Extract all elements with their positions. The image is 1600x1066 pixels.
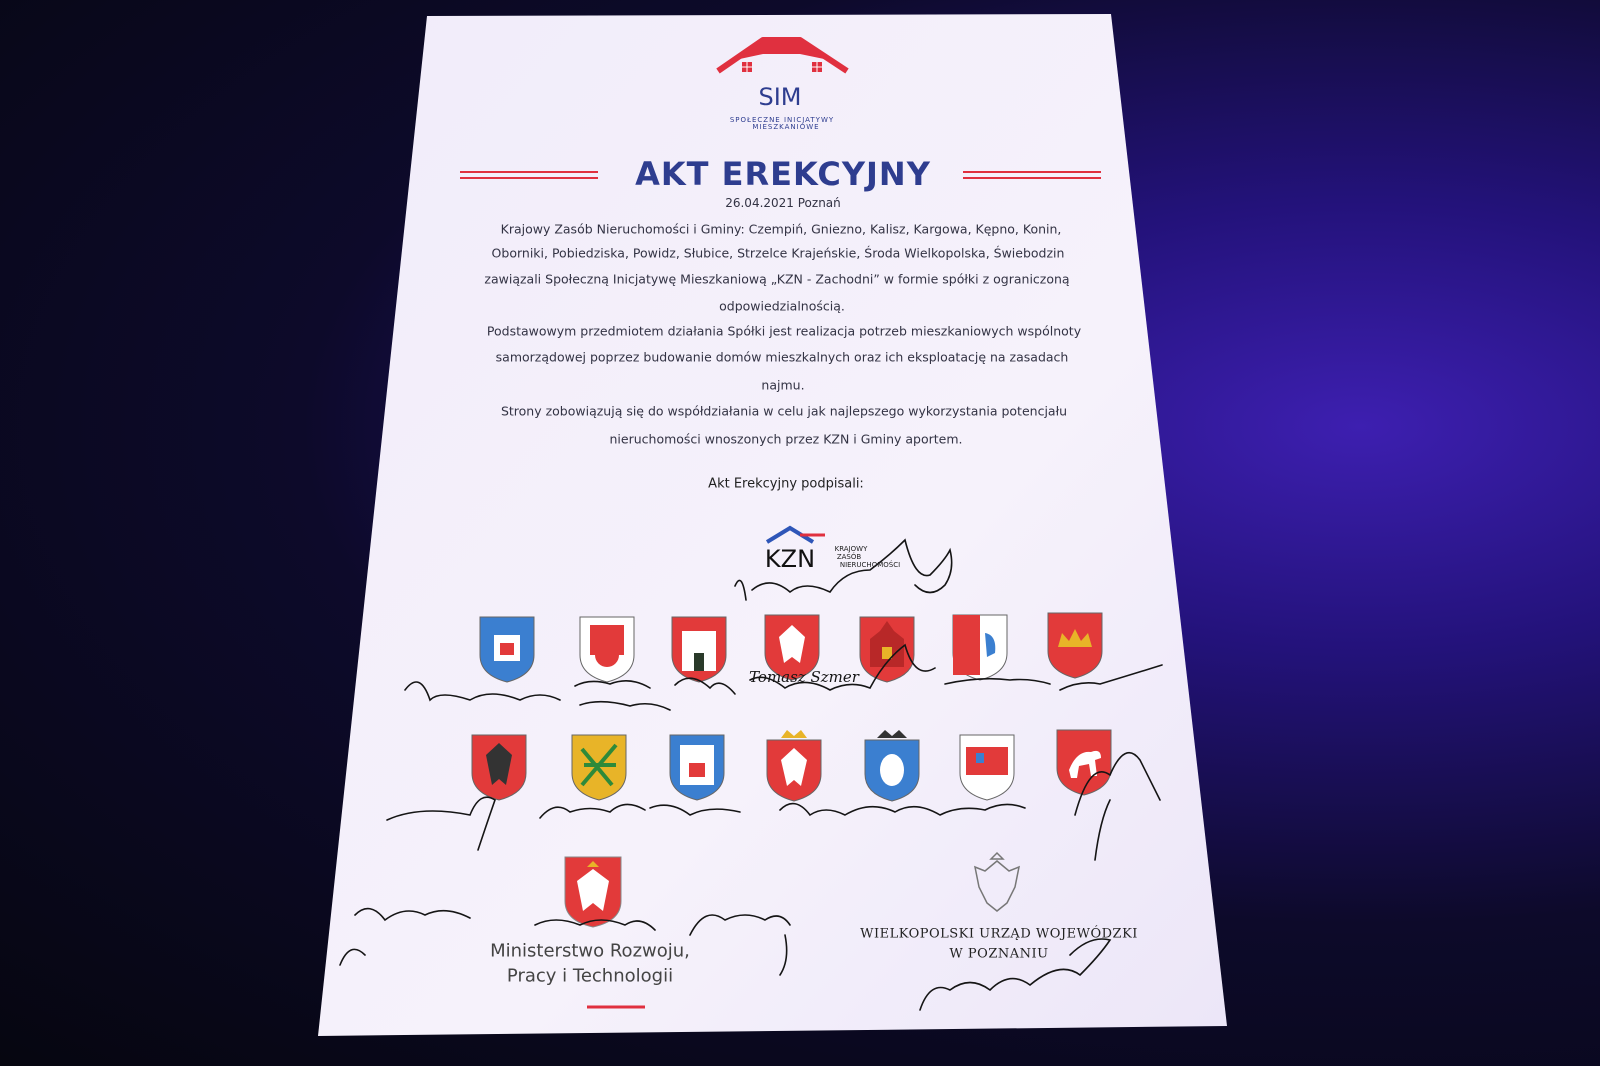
body-line-4: odpowiedzialnością.: [719, 298, 845, 314]
body-line-1: Krajowy Zasób Nieruchomości i Gminy: Czempiń, Gniezno, Kalisz, Kargowa, Kępno, Konin,: [500, 221, 1062, 237]
voivode-office-line-1: WIELKOPOLSKI URZĄD WOJEWÓDZKI: [860, 926, 1138, 942]
body-line-2: Oborniki, Pobiedziska, Powidz, Słubice, Strzelce Krajeńskie, Środa Wielkopolska, Świebodzin: [491, 245, 1065, 261]
coat-of-arms-icon: [480, 617, 534, 682]
kzn-logo-sub-1: KRAJOWY: [834, 545, 868, 553]
coat-of-arms-icon: [960, 735, 1014, 800]
document-title: AKT EREKCYJNY: [635, 155, 931, 193]
body-line-8: Strony zobowiązują się do współdziałania w celu jak najlepszego wykorzystania potencjału: [500, 403, 1068, 419]
coat-of-arms-icon: [865, 730, 919, 801]
voivode-office-line-2: W POZNANIU: [949, 946, 1049, 962]
coat-of-arms-icon: [580, 617, 634, 682]
coat-of-arms-icon: [953, 615, 1007, 680]
ministry-name-line-1: Ministerstwo Rozwoju,: [490, 940, 690, 962]
coat-of-arms-icon: [1048, 613, 1102, 678]
kzn-logo-sub-2: ZASÓB: [836, 553, 862, 561]
body-line-5: Podstawowym przedmiotem działania Spółki jest realizacja potrzeb mieszkaniowych wspólnoty: [486, 323, 1082, 339]
body-line-6: samorządowej poprzez budowanie domów mieszkalnych oraz ich eksploatację na zasadach: [495, 349, 1069, 365]
body-line-9: nieruchomości wnoszonych przez KZN i Gminy aportem.: [609, 431, 963, 447]
sim-tagline-1: SPOŁECZNE INICJATYWY: [729, 116, 835, 124]
sim-tagline-2: MIESZKANIOWE: [752, 123, 820, 131]
coat-of-arms-icon: [572, 735, 626, 800]
body-line-3: zawiązali Społeczną Inicjatywę Mieszkaniową „KZN - Zachodni” w formie spółki z ograniczoną: [484, 271, 1070, 287]
coat-of-arms-icon: [672, 617, 726, 682]
signed-by-label: Akt Erekcyjny podpisali:: [708, 476, 864, 492]
coat-of-arms-icon: [670, 735, 724, 800]
sim-brand-text: SIM: [758, 83, 802, 111]
coat-of-arms-icon: [767, 730, 821, 801]
body-line-7: najmu.: [761, 377, 805, 393]
kzn-logo-text: KZN: [764, 545, 816, 573]
coat-of-arms-icon: [1057, 730, 1111, 795]
document-date-place: 26.04.2021 Poznań: [725, 196, 841, 210]
coat-of-arms-icon: [472, 735, 526, 800]
ministry-name-line-2: Pracy i Technologii: [506, 965, 674, 987]
signature-text: Tomasz Szmer: [749, 668, 859, 686]
kzn-logo-sub-3: NIERUCHOMOŚCI: [839, 561, 901, 569]
polish-eagle-icon: [565, 857, 621, 927]
